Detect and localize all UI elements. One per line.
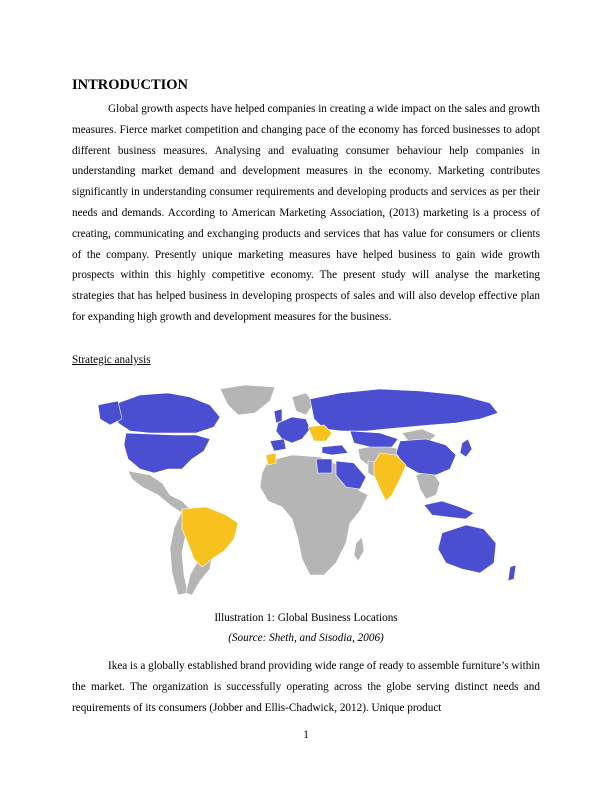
map-region-egypt: [316, 459, 332, 473]
map-region-india: [374, 453, 406, 501]
map-region-brazil: [182, 507, 238, 567]
section-title: INTRODUCTION: [72, 77, 189, 93]
map-region-turkey: [322, 445, 348, 455]
ikea-paragraph: Ikea is a globally established brand providing wide range of ready to assemble furniture’s within the market. The organization is successfully operating across the globe serving distinct needs and requirements of its consumers (Jobber and Ellis-Chadwick, 2012). Unique product: [72, 660, 540, 714]
map-region-russia: [310, 389, 498, 431]
figure-caption: Illustration 1: Global Business Locations: [214, 612, 398, 624]
map-region-madagascar: [354, 537, 364, 561]
map-region-morocco: [266, 453, 276, 465]
map-region-uk: [274, 409, 282, 423]
map-region-kazakhstan: [350, 431, 398, 447]
map-region-usa: [124, 433, 210, 473]
strategic-analysis-subheading: Strategic analysis: [72, 354, 151, 366]
map-region-indonesia: [424, 501, 474, 519]
map-region-china: [396, 439, 456, 475]
map-region-iberia: [270, 439, 286, 451]
intro-paragraph: Global growth aspects have helped companies in creating a wide impact on the sales and growth measures. Fierce market competition and changing pace of the economy has forced businesses to adopt different business measures. Analysing and evaluating consumer behaviour help companies in understanding market demand and development measures in the economy. Marketing contributes significantly in understanding consumer requirements and developing products and services as per their needs and demands. According to American Marketing Association, (2013) marketing is a process of creating, communicating and exchanging products and services that has value for consumers or clients of the company. Presently unique marketing measures have helped business to gain wide growth prospects within this highly competitive economy. The present study will analyse the marketing strategies that has helped business in developing prospects of sales and will also develop effective plan for expanding high growth and development measures for the business.: [72, 103, 540, 323]
map-region-mexico: [128, 471, 190, 513]
map-region-greenland: [220, 385, 275, 415]
map-region-southeast-asia: [416, 471, 440, 499]
map-region-canada: [118, 393, 220, 433]
world-map-figure: [70, 383, 542, 605]
page-number: 1: [303, 729, 309, 741]
map-region-new-zealand: [508, 565, 516, 581]
map-region-australia: [438, 525, 496, 573]
figure-source: (Source: Sheth, and Sisodia, 2006): [228, 632, 384, 644]
map-region-japan: [460, 439, 472, 457]
